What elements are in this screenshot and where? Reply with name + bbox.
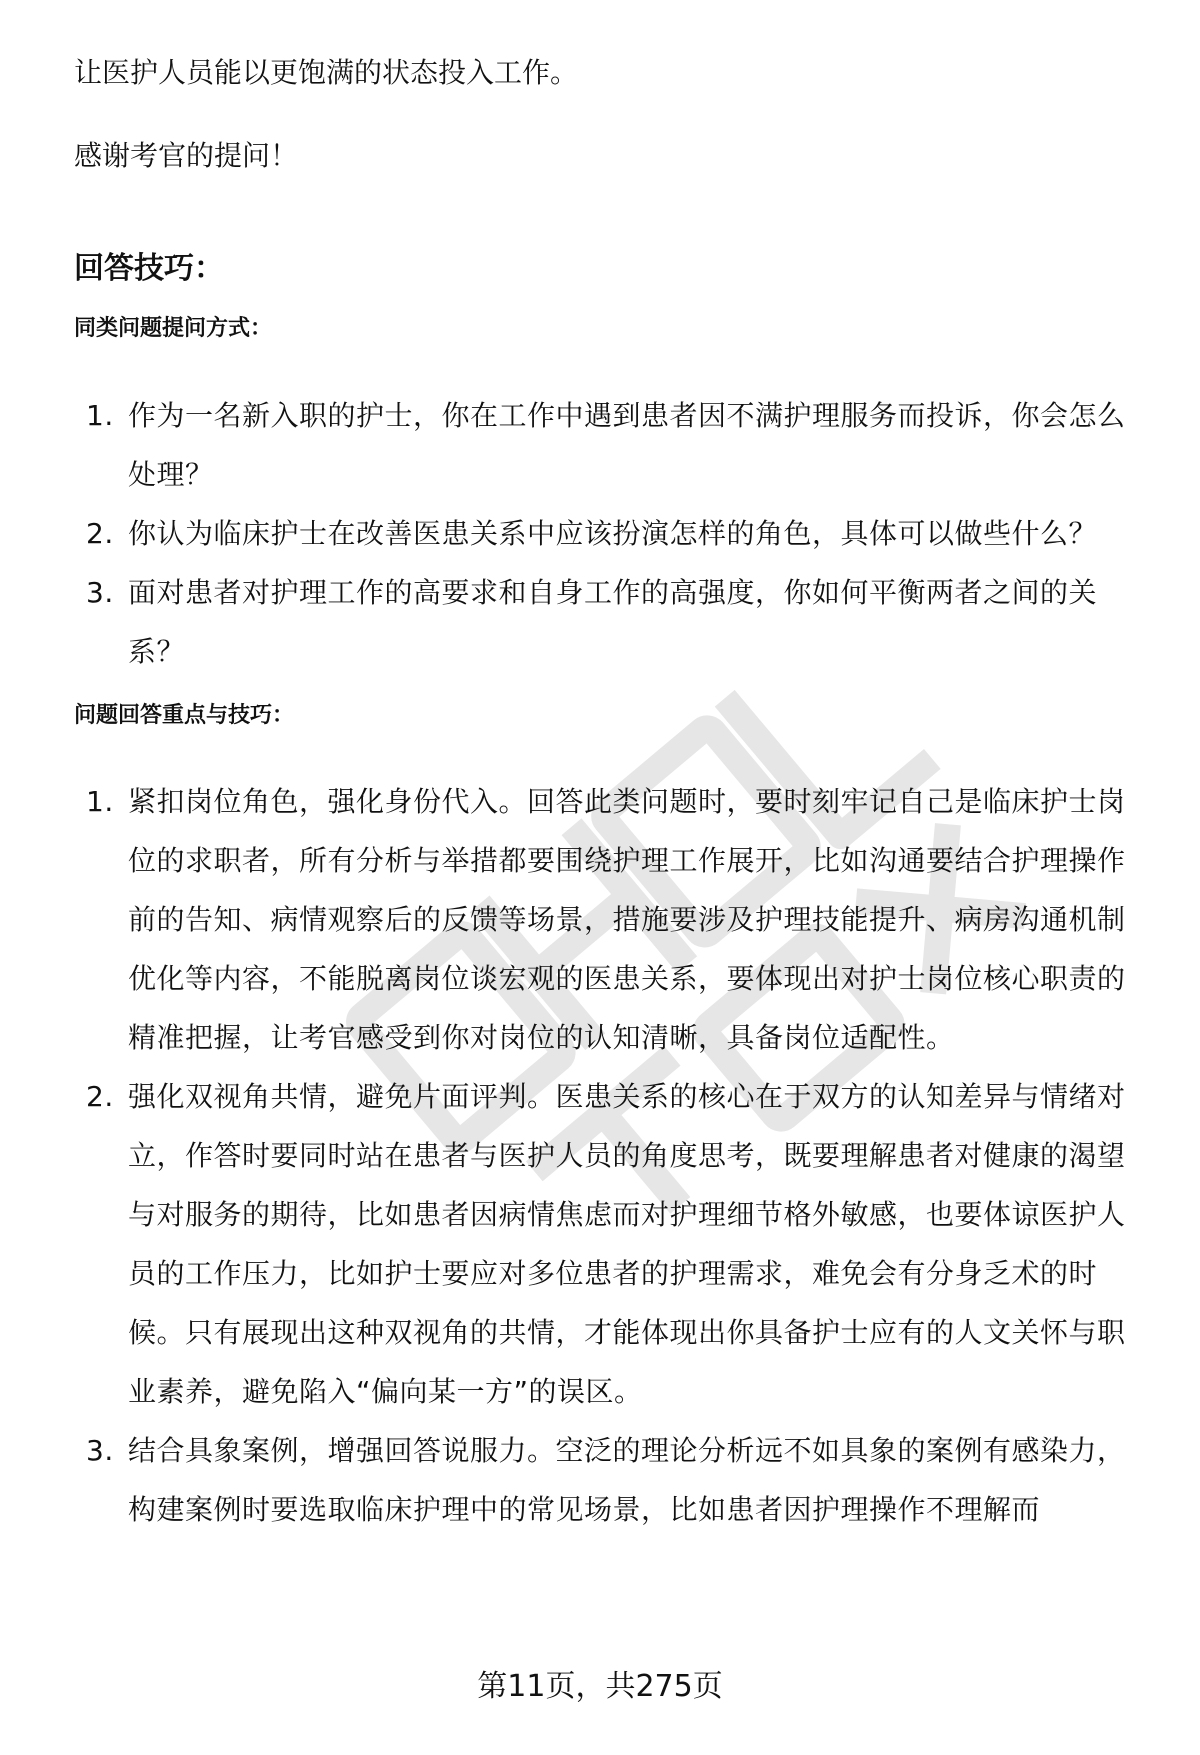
similar-questions-title: 同类问题提问方式：	[74, 316, 273, 341]
intro-line-2: 感谢考官的提问！	[74, 139, 299, 172]
list-item-number: 2.	[86, 517, 114, 550]
answer-tips-title: 问题回答重点与技巧：	[74, 703, 295, 728]
list-item-text: 结合具象案例，增强回答说服力。空泛的理论分析远不如具象的案例有感染力，构建案例时要选取临床护理中的常见场景，比如患者因护理操作不理解而	[128, 1434, 1126, 1526]
list-item	[0, 504, 1142, 563]
similar-questions-list	[0, 386, 1200, 681]
list-item-text: 你认为临床护士在改善医患关系中应该扮演怎样的角色，具体可以做些什么？	[128, 517, 1098, 550]
list-item-number: 2.	[86, 1080, 114, 1113]
list-item	[0, 1067, 1142, 1421]
list-item-text: 紧扣岗位角色，强化身份代入。回答此类问题时，要时刻牢记自己是临床护士岗位的求职者，所有分析与举措都要围绕护理工作展开，比如沟通要结合护理操作前的告知、病情观察后的反馈等场景，措施要涉及护理技能提升、病房沟通机制优化等内容，不能脱离岗位谈宏观的医患关系，要体现出对护士岗位核心职责的精准把握，让考官感受到你对岗位的认知清晰，具备岗位适配性。	[128, 785, 1126, 1054]
list-item-number: 3.	[86, 576, 114, 609]
list-item-number: 1.	[86, 785, 114, 818]
page-number-footer: 第11页，共275页	[477, 1669, 723, 1704]
section-title: 回答技巧：	[74, 251, 224, 286]
list-item	[0, 386, 1142, 504]
list-item	[0, 563, 1142, 681]
list-item-number: 3.	[86, 1434, 114, 1467]
list-item-text: 面对患者对护理工作的高要求和自身工作的高强度，你如何平衡两者之间的关系？	[128, 576, 1098, 668]
list-item-number: 1.	[86, 399, 114, 432]
intro-line-1: 让医护人员能以更饱满的状态投入工作。	[74, 56, 579, 89]
list-item-text: 强化双视角共情，避免片面评判。医患关系的核心在于双方的认知差异与情绪对立，作答时要同时站在患者与医护人员的角度思考，既要理解患者对健康的渴望与对服务的期待，比如患者因病情焦虑而对护理细节格外敏感，也要体谅医护人员的工作压力，比如护士要应对多位患者的护理需求，难免会有分身乏术的时候。只有展现出这种双视角的共情，才能体现出你具备护士应有的人文关怀与职业素养，避免陷入“偏向某一方”的误区。	[128, 1080, 1126, 1408]
list-item	[0, 1421, 1142, 1539]
list-item-text: 作为一名新入职的护士，你在工作中遇到患者因不满护理服务而投诉，你会怎么处理？	[128, 399, 1126, 491]
list-item	[0, 772, 1142, 1067]
answer-tips-list	[0, 772, 1200, 1539]
